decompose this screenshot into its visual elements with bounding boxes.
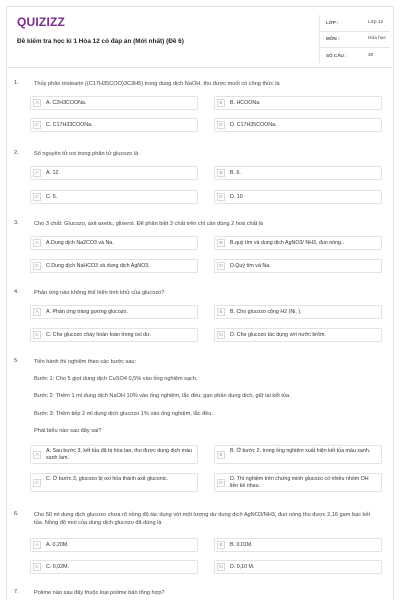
answer-option-a[interactable] xyxy=(30,305,198,319)
meta-subject-label: MÔN : xyxy=(326,36,340,41)
meta-divider xyxy=(320,31,390,32)
answer-option-b[interactable] xyxy=(214,538,382,552)
answer-option-a[interactable] xyxy=(30,445,198,464)
meta-box xyxy=(319,15,390,63)
meta-class-value: Lớp 12 xyxy=(368,20,384,25)
option-letter-badge: A xyxy=(33,541,41,549)
question-number: 6. xyxy=(14,511,19,517)
option-letter-badge: B xyxy=(217,99,225,107)
option-text: A. 0,20M. xyxy=(46,542,69,548)
answer-option-c[interactable] xyxy=(30,190,198,204)
option-text: B.quỳ tím và dung dịch AgNO3/ NH3, đun nóng.. xyxy=(230,240,344,246)
option-letter-badge: C xyxy=(33,479,41,487)
meta-count-label: SỐ CÂU : xyxy=(326,53,347,58)
answer-option-b[interactable] xyxy=(214,236,382,250)
experiment-step: Bước 3: Thêm tiếp 2 ml dung dịch glucozo 1% vào ống nghiệm, lắc đều. xyxy=(34,411,213,417)
question-number: 7. xyxy=(14,589,19,595)
option-text: A.Dung dịch Na2CO3 và Na. xyxy=(46,240,114,246)
option-letter-badge: B xyxy=(217,451,225,459)
question-number: 1. xyxy=(14,80,19,86)
question-stem: Số nguyên tử oxi trong phân tử glucozo là xyxy=(34,151,139,157)
answer-option-c[interactable] xyxy=(30,560,198,574)
answer-option-d[interactable] xyxy=(214,259,382,273)
option-letter-badge: D xyxy=(217,563,225,571)
option-text: C. 5. xyxy=(46,194,58,200)
option-text: D.Quỳ tím và Na. xyxy=(230,263,271,269)
option-letter-badge: A xyxy=(33,99,41,107)
option-letter-badge: C xyxy=(33,331,41,339)
question-stem: Thủy phân tristearin ((C17H35COO)3C3H5) trong dung dịch NaOH, thu được muối có công thức là xyxy=(34,81,280,87)
answer-option-d[interactable] xyxy=(214,328,382,342)
option-text: A. C2H3COONa. xyxy=(46,100,87,106)
option-text: D. C17H35COONa. xyxy=(230,122,277,128)
question-stem: Polime nào sau đây thuộc loại polime bán tổng hợp? xyxy=(34,590,165,596)
option-letter-badge: A xyxy=(33,451,41,459)
question-stem: Tiến hành thí nghiệm theo các bước sau: xyxy=(34,359,137,365)
answer-option-d[interactable] xyxy=(214,190,382,204)
answer-option-c[interactable] xyxy=(30,473,198,492)
question-stem: Cho 50 ml dung dịch glucozo chưa rõ nồng độ tác dụng với một lượng dư dung dịch AgNO3/NH3, đun nóng thu được 2,16 gam bạc kết tủa. Nồng độ mol của dung dịch glucozo đã dùng là xyxy=(34,512,371,526)
option-letter-badge: B xyxy=(217,169,225,177)
meta-count-value: 30 xyxy=(368,53,374,58)
question-number: 3. xyxy=(14,220,19,226)
option-letter-badge: A xyxy=(33,239,41,247)
answer-option-c[interactable] xyxy=(30,118,198,132)
option-text: D. 0,10 M. xyxy=(230,564,255,570)
answer-option-c[interactable] xyxy=(30,259,198,273)
experiment-step: Bước 2: Thêm 1 ml dung dịch NaOH 10% vào ống nghiệm, lắc đều; gạn phần dung dịch, giữ lại kết tủa. xyxy=(34,393,291,399)
answer-option-b[interactable] xyxy=(214,166,382,180)
option-letter-badge: C xyxy=(33,193,41,201)
answer-option-d[interactable] xyxy=(214,560,382,574)
option-text: A. Phản ứng tráng gương glucozo. xyxy=(46,309,128,315)
option-letter-badge: D xyxy=(217,479,225,487)
answer-option-b[interactable] xyxy=(214,96,382,110)
option-text: B. 6. xyxy=(230,170,241,176)
option-text: B. Ở bước 2, trong ống nghiệm xuất hiện kết tủa màu xanh. xyxy=(230,448,371,454)
option-text: A. 12. xyxy=(46,170,60,176)
answer-option-d[interactable] xyxy=(214,473,382,492)
option-letter-badge: D xyxy=(217,193,225,201)
option-text: A. Sau bước 3, kết tủa đã bị hòa tan, thu được dung dịch màu xanh lam. xyxy=(46,448,192,461)
question-number: 5. xyxy=(14,358,19,364)
experiment-step: Phát biểu nào sau đây sai? xyxy=(34,428,102,434)
meta-divider xyxy=(320,47,390,48)
experiment-step: Bước 1: Cho 5 giọt dung dịch CuSO4 0,5% vào ống nghiệm sạch. xyxy=(34,376,198,382)
answer-option-d[interactable] xyxy=(214,118,382,132)
option-text: D. 10 xyxy=(230,194,243,200)
option-letter-badge: A xyxy=(33,169,41,177)
option-letter-badge: C xyxy=(33,121,41,129)
option-text: B. HCOONa. xyxy=(230,100,261,106)
option-text: B. 0,01M. xyxy=(230,542,253,548)
meta-class-label: LỚP : xyxy=(326,20,339,25)
answer-option-a[interactable] xyxy=(30,236,198,250)
answer-option-a[interactable] xyxy=(30,166,198,180)
answer-option-b[interactable] xyxy=(214,305,382,319)
question-stem: Cho 3 chất: Glucozo, axit axetic, glixerol. Để phân biệt 3 chất trên chỉ cần dùng 2 hoá chất là xyxy=(34,221,264,227)
question-stem: Phản ứng nào không thể hiện tính khử của glucozo? xyxy=(34,290,165,296)
option-text: D. Thí nghiệm trên chứng minh glucozo có nhiều nhóm OH liền kề nhau. xyxy=(230,476,369,489)
option-letter-badge: C xyxy=(33,563,41,571)
meta-subject-value: Hóa học xyxy=(368,36,386,41)
option-letter-badge: B xyxy=(217,541,225,549)
option-letter-badge: D xyxy=(217,331,225,339)
option-letter-badge: A xyxy=(33,308,41,316)
option-text: C. Cho glucozo cháy hoàn toàn trong oxi dư. xyxy=(46,332,152,338)
option-letter-badge: C xyxy=(33,262,41,270)
option-text: C. 0,02M. xyxy=(46,564,69,570)
option-letter-badge: B xyxy=(217,308,225,316)
option-text: D. Cho glucozo tác dụng với nước brôm. xyxy=(230,332,326,338)
option-text: C. C17H33COONa. xyxy=(46,122,93,128)
option-text: C.Dung dịch NaHCO3 và dung dịch AgNO3. xyxy=(46,263,150,269)
answer-option-b[interactable] xyxy=(214,445,382,464)
answer-option-c[interactable] xyxy=(30,328,198,342)
option-text: C. Ở bước 3, glucozo bị oxi hóa thành axit gluconic. xyxy=(46,476,168,482)
worksheet-header xyxy=(7,7,393,68)
answer-option-a[interactable] xyxy=(30,96,198,110)
question-number: 4. xyxy=(14,289,19,295)
option-letter-badge: D xyxy=(217,121,225,129)
document-title: Đề kiểm tra học kì 1 Hóa 12 có đáp án (Mới nhất) (Đề 6) xyxy=(17,38,184,45)
question-number: 2. xyxy=(14,150,19,156)
quizizz-logo: QUIZIZZ xyxy=(17,15,66,29)
option-letter-badge: D xyxy=(217,262,225,270)
answer-option-a[interactable] xyxy=(30,538,198,552)
option-letter-badge: B xyxy=(217,239,225,247)
option-text: B. Cho glucozo cộng H2 (Ni, ). xyxy=(230,309,302,315)
